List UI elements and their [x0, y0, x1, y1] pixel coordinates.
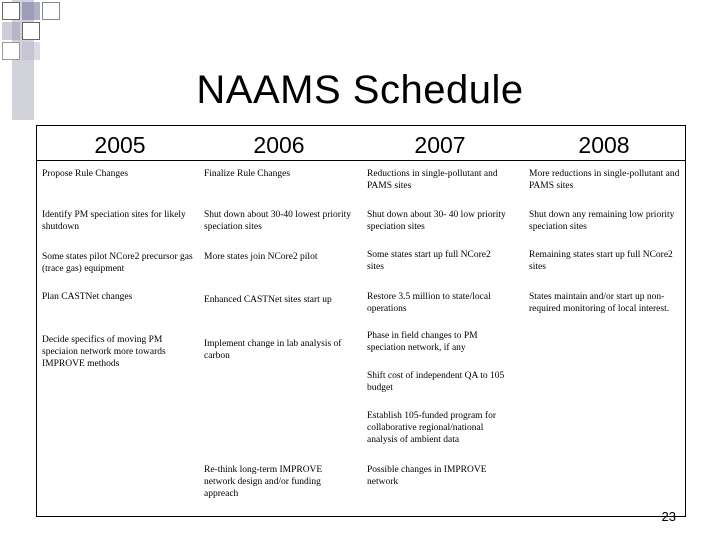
decor-square-3: [42, 2, 60, 20]
page-number: 23: [661, 509, 676, 524]
cell-2008-1: More reductions in single-pollutant and PAMS sites: [529, 169, 680, 191]
year-header-2006: 2006: [253, 132, 305, 158]
cell-2008-2: Shut down any remaining low priority speciation sites: [529, 210, 675, 232]
cell-2006-6: Re-think long-term IMPROVE network design and/or funding appreach: [204, 465, 323, 499]
cell-2007-7: Establish 105-funded program for collaborative regional/national analysis of ambient data: [367, 411, 497, 445]
cell-2005-1: Propose Rule Changes: [42, 169, 129, 179]
cell-2005-5: Decide specifics of moving PM speciaion network more towards IMPROVE methods: [42, 335, 166, 369]
cell-2006-5: Implement change in lab analysis of carbon: [204, 339, 342, 361]
decor-square-1: [2, 2, 20, 20]
decor-square-7: [22, 42, 40, 60]
cell-2006-1: Finalize Rule Changes: [204, 169, 291, 179]
cell-2008-3: Remaining states start up full NCore2 sites: [529, 250, 673, 272]
decor-square-5: [2, 22, 20, 40]
cell-2006-3: More states join NCore2 pilot: [204, 252, 318, 262]
decor-square-4: [22, 22, 40, 40]
decor-square-2: [22, 2, 40, 20]
cell-2007-5: Phase in field changes to PM speciation network, if any: [367, 331, 478, 353]
cell-2007-6: Shift cost of independent QA to 105 budget: [367, 371, 505, 393]
cell-2005-2: Identify PM speciation sites for likely shutdown: [42, 210, 186, 232]
year-header-2008: 2008: [578, 132, 630, 158]
cell-2007-4: Restore 3.5 million to state/local operations: [367, 292, 491, 314]
cell-2008-4: States maintain and/or start up non-required monitoring of local interest.: [529, 292, 670, 314]
cell-2007-2: Shut down about 30- 40 low priority speciation sites: [367, 210, 506, 232]
header-divider: [36, 160, 686, 161]
year-header-2007: 2007: [414, 132, 466, 158]
cell-2007-1: Reductions in single-pollutant and PAMS sites: [367, 169, 498, 191]
year-header-2005: 2005: [94, 132, 146, 158]
cell-2005-3: Some states pilot NCore2 precursor gas (trace gas) equipment: [42, 252, 193, 274]
cell-2007-3: Some states start up full NCore2 sites: [367, 250, 491, 272]
cell-2005-4: Plan CASTNet changes: [42, 292, 133, 302]
cell-2006-4: Enhanced CASTNet sites start up: [204, 295, 332, 305]
cell-2007-8: Possible changes in IMPROVE network: [367, 465, 487, 487]
page-title: NAAMS Schedule: [196, 68, 524, 112]
cell-2006-2: Shut down about 30-40 lowest priority speciation sites: [204, 210, 351, 232]
decor-square-6: [2, 42, 20, 60]
